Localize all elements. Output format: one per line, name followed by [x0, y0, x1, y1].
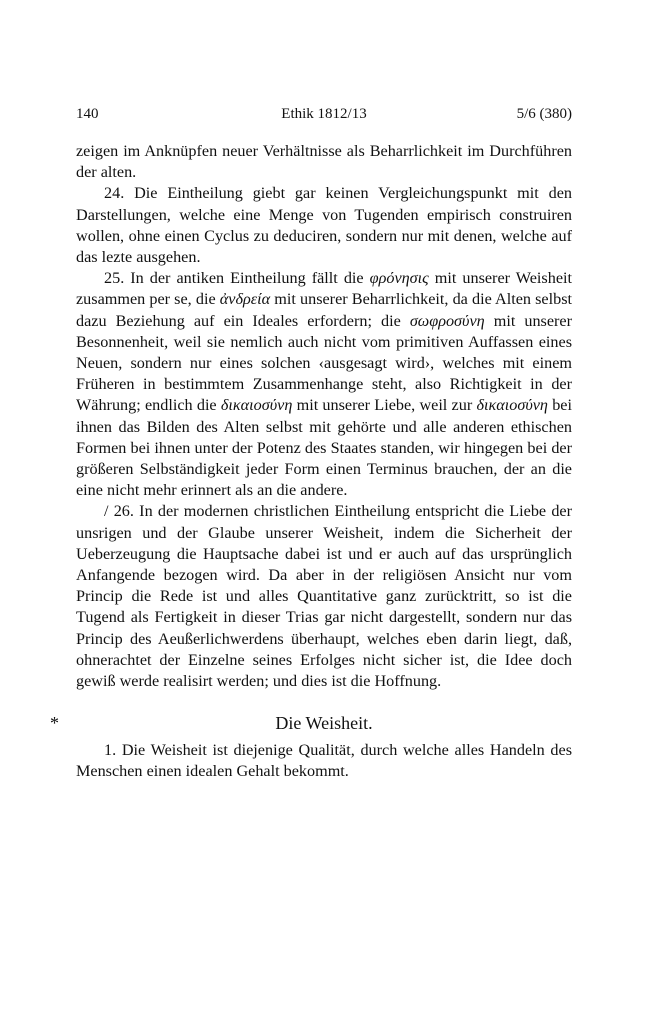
body-text: [50, 141, 573, 783]
greek-term: σωφροσύνη: [409, 311, 485, 330]
text-segment: mit unserer Weisheit zusammen per se, die: [76, 269, 572, 309]
text-segment: mit unserer Beharrlichkeit, da die Alten selbst dazu Beziehung auf ein Ideales erfordern; die: [76, 290, 573, 330]
text-segment: mit unserer Besonnenheit, weil sie nemlich auch nicht vom primitiven Auffassen eines Neuen, sondern nur eines solchen ‹ausgesagt wird›, welches mit einem Früheren in bestimmtem Zusammenhange steht, also Richtigkeit in der Währung; endlich die: [76, 311, 572, 415]
greek-term: δικαιοσύνη: [476, 396, 548, 415]
section-paragraph-1: [76, 740, 572, 782]
text-segment: zeigen im Anknüpfen neuer Verhältnisse als Beharrlichkeit im Durchführen der alten.: [76, 142, 572, 182]
text-segment: / 26. In der modernen christlichen Eintheilung entspricht die Liebe der unsrigen und der Glaube unserer Weisheit, indem die Sicherheit der Ueberzeugung die Hauptsache dabei ist und er auch auf das ursprünglich Anfangende bezogen wird. Da aber in der religiösen Ansicht nur vom Princip die Rede ist und alles Quantitative ganz zurücktritt, so ist die Tugend als Fertigkeit in dieser Trias gar nicht dargestellt, sondern nur das Princip des Aeußerlichwerdens überhaupt, welches eben darin liegt, daß, ohnerachtet der Einzelne seines Erfolges nicht sicher ist, die Idee doch gewiß werde realisirt werden; und dies ist die Hoffnung.: [76, 502, 572, 691]
section-marker: *: [50, 713, 59, 734]
greek-term: δικαιοσύνη: [220, 396, 293, 415]
paragraph-continuation: [76, 141, 572, 183]
text-segment: 25. In der antiken Eintheilung fällt die: [104, 269, 370, 288]
paragraph-25: [76, 268, 572, 501]
page-number: 140: [76, 106, 99, 122]
text-segment: bei ihnen das Bilden des Alten selbst mit gehörte und alle anderen ethischen Formen bei ihnen unter der Potenz des Staates standen, wir hingegen bei der größeren Selbständigkeit jeder Form einen Terminus brauchen, der an die eine nicht mehr erinnert als an die andere.: [76, 396, 572, 500]
section-heading-row: [50, 710, 572, 736]
greek-term: φρόνησις: [369, 269, 429, 288]
paragraph-24: [76, 183, 572, 268]
paragraph-26: [76, 501, 572, 692]
section-heading: Die Weisheit.: [275, 713, 373, 734]
text-segment: 24. Die Eintheilung giebt gar keinen Vergleichungspunkt mit den Darstellungen, welche eine Menge von Tugenden empirisch construiren wollen, ohne einen Cyclus zu deduciren, sondern nur mit denen, welche auf das lezte ausgehen.: [76, 184, 572, 267]
text-segment: mit unserer Liebe, weil zur: [292, 396, 477, 415]
text-segment: 1. Die Weisheit ist diejenige Qualität, durch welche alles Handeln des Menschen einen idealen Gehalt bekommt.: [76, 741, 572, 781]
page-reference: 5/6 (380): [516, 106, 572, 122]
greek-term: ἀνδρεία: [219, 290, 271, 309]
running-title: Ethik 1812/13: [281, 106, 367, 122]
page-header: [76, 104, 572, 124]
section-body: [76, 740, 572, 782]
